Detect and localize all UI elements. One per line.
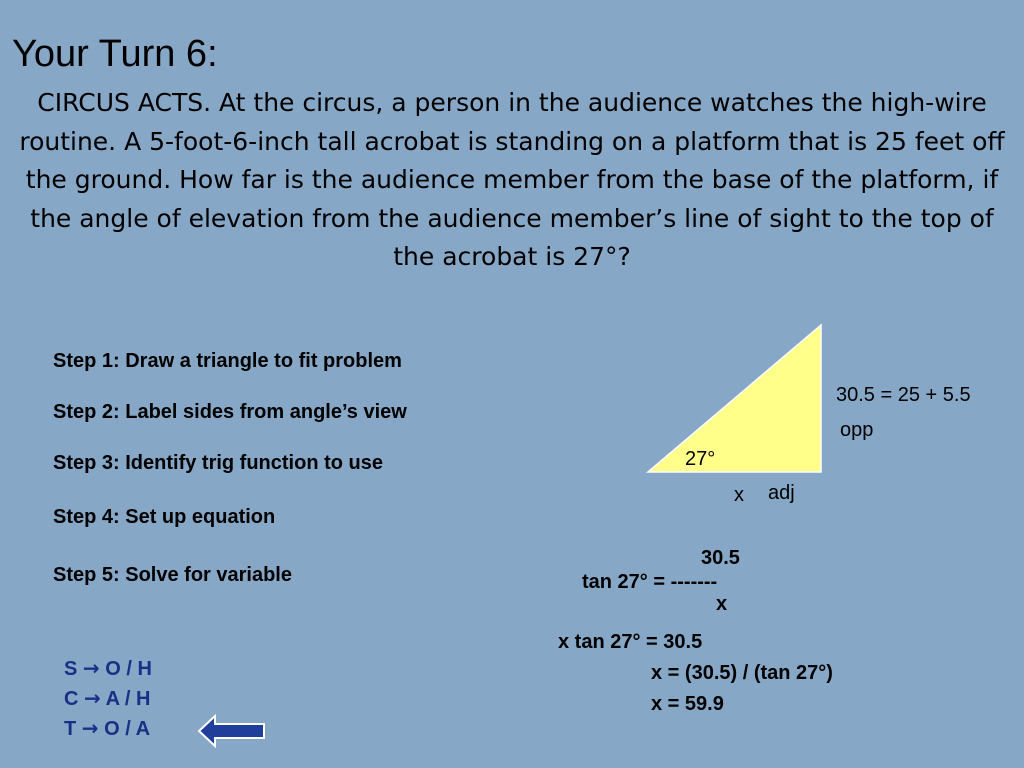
opp-value: 30.5 = 25 + 5.5	[836, 384, 971, 406]
slide-title: Your Turn 6:	[12, 33, 218, 75]
step-4: Step 4: Set up equation	[53, 506, 276, 528]
mnemonic-tangent: T → O / A	[64, 716, 151, 740]
right-arrow-icon: →	[82, 656, 100, 680]
step-5: Step 5: Solve for variable	[53, 564, 292, 586]
right-triangle	[645, 322, 825, 474]
fraction-denominator: x	[716, 593, 728, 615]
right-arrow-icon: →	[84, 686, 101, 710]
left-arrow-icon	[196, 714, 268, 748]
mnemonic-cosine: C → A / H	[64, 686, 151, 710]
tan-equation: tan 27° = -------	[582, 571, 718, 593]
solve-line-2: x = (30.5) / (tan 27°)	[651, 662, 833, 684]
mnemonic-sine: S → O / H	[64, 656, 152, 680]
solve-line-1: x tan 27° = 30.5	[558, 631, 703, 653]
opp-label: opp	[840, 419, 874, 441]
solve-line-3: x = 59.9	[651, 693, 724, 715]
fraction-numerator: 30.5	[701, 547, 740, 569]
step-1: Step 1: Draw a triangle to fit problem	[53, 350, 402, 372]
adj-variable: x	[734, 484, 744, 506]
triangle-shape	[648, 325, 821, 472]
step-3: Step 3: Identify trig function to use	[53, 452, 383, 474]
adj-label: adj	[768, 482, 795, 504]
angle-label: 27°	[685, 448, 716, 470]
right-arrow-icon: →	[81, 716, 99, 740]
step-2: Step 2: Label sides from angle’s view	[53, 401, 407, 423]
problem-text: CIRCUS ACTS. At the circus, a person in the audience watches the high-wire routine. A 5-foot-6-inch tall acrobat is standing on a platform that is 25 feet off the ground. How far is the audience member from the base of the platform, if the angle of elevation from the audience member’s line of sight to the top of the acrobat is 27°?	[19, 88, 1005, 271]
